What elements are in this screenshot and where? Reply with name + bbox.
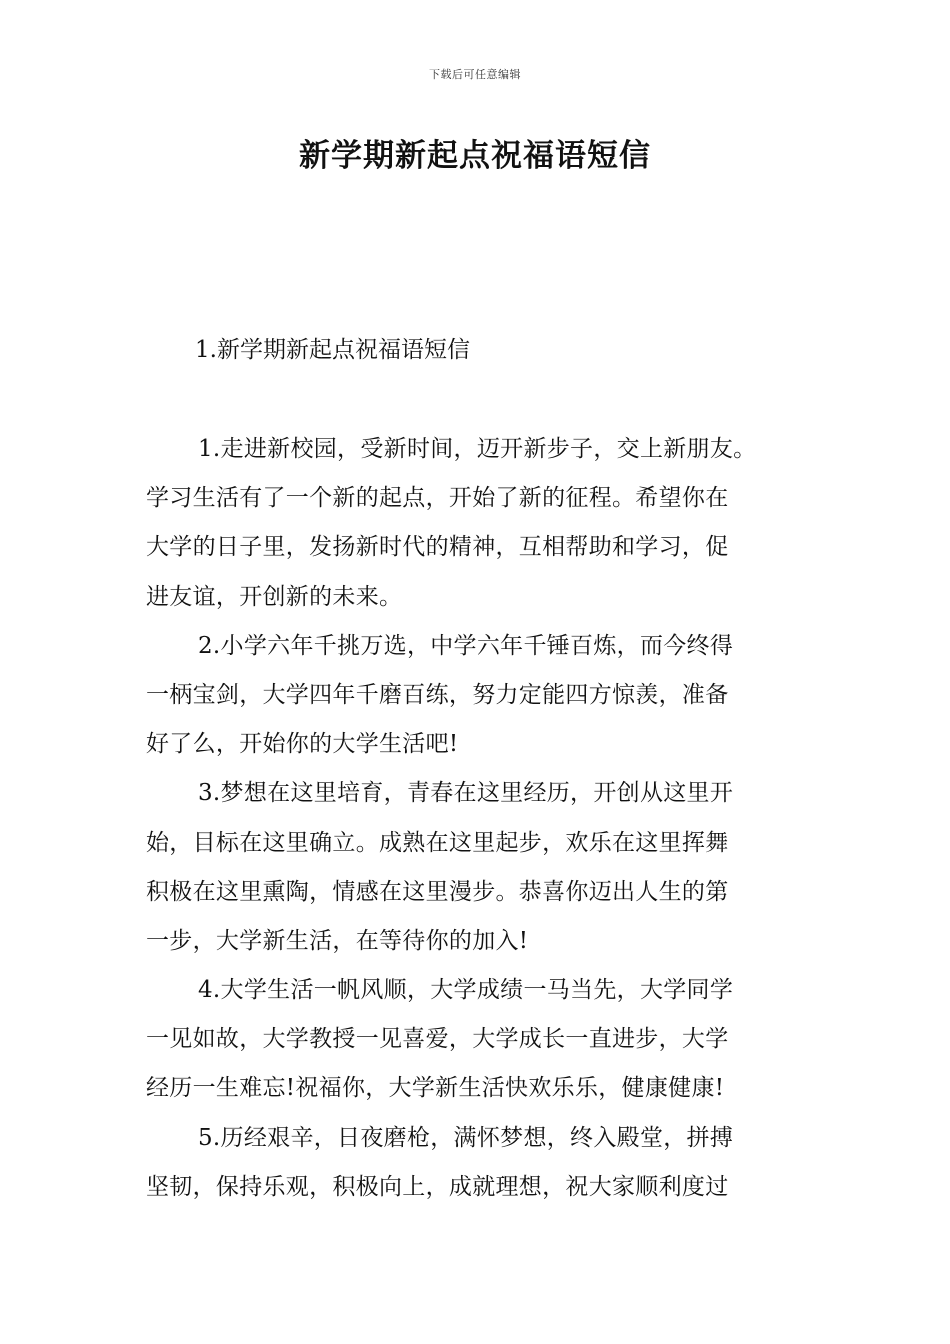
paragraph-1-line-2: 学习生活有了一个新的起点，开始了新的征程。希望你在 (146, 485, 729, 512)
header-note: 下载后可任意编辑 (429, 68, 521, 81)
document-title: 新学期新起点祝福语短信 (299, 138, 651, 174)
body-text (146, 428, 806, 1215)
paragraph-5-line-1: 5.历经艰辛，日夜磨枪，满怀梦想，终入殿堂，拼搏 (198, 1124, 734, 1151)
paragraph-4-line-1: 4.大学生活一帆风顺，大学成绩一马当先，大学同学 (198, 977, 734, 1004)
paragraph-1-line-4: 进友谊，开创新的未来。 (146, 583, 403, 610)
paragraph-1-line-3: 大学的日子里，发扬新时代的精神，互相帮助和学习，促 (146, 534, 729, 561)
paragraph-5-line-2: 坚韧，保持乐观，积极向上，成就理想，祝大家顺利度过 (146, 1173, 729, 1200)
paragraph-3-line-1: 3.梦想在这里培育，青春在这里经历，开创从这里开 (198, 780, 734, 807)
paragraph-3-line-2: 始，目标在这里确立。成熟在这里起步，欢乐在这里挥舞 (146, 829, 729, 856)
paragraph-2-line-2: 一柄宝剑，大学四年千磨百练，努力定能四方惊羡，准备 (146, 681, 729, 708)
paragraph-4-line-3: 经历一生难忘!祝福你，大学新生活快欢乐乐，健康健康! (146, 1075, 725, 1102)
paragraph-4-line-2: 一见如故，大学教授一见喜爱，大学成长一直进步，大学 (146, 1026, 729, 1053)
paragraph-3-line-4: 一步，大学新生活，在等待你的加入! (146, 927, 529, 954)
paragraph-1-line-1: 1.走进新校园，受新时间，迈开新步子，交上新朋友。 (198, 436, 757, 462)
section-heading: 1.新学期新起点祝福语短信 (195, 337, 470, 363)
paragraph-2-line-1: 2.小学六年千挑万选，中学六年千锤百炼，而今终得 (198, 632, 734, 659)
paragraph-3-line-3: 积极在这里熏陶，情感在这里漫步。恭喜你迈出人生的第 (146, 878, 729, 905)
paragraph-2-line-3: 好了么，开始你的大学生活吧! (146, 731, 459, 758)
